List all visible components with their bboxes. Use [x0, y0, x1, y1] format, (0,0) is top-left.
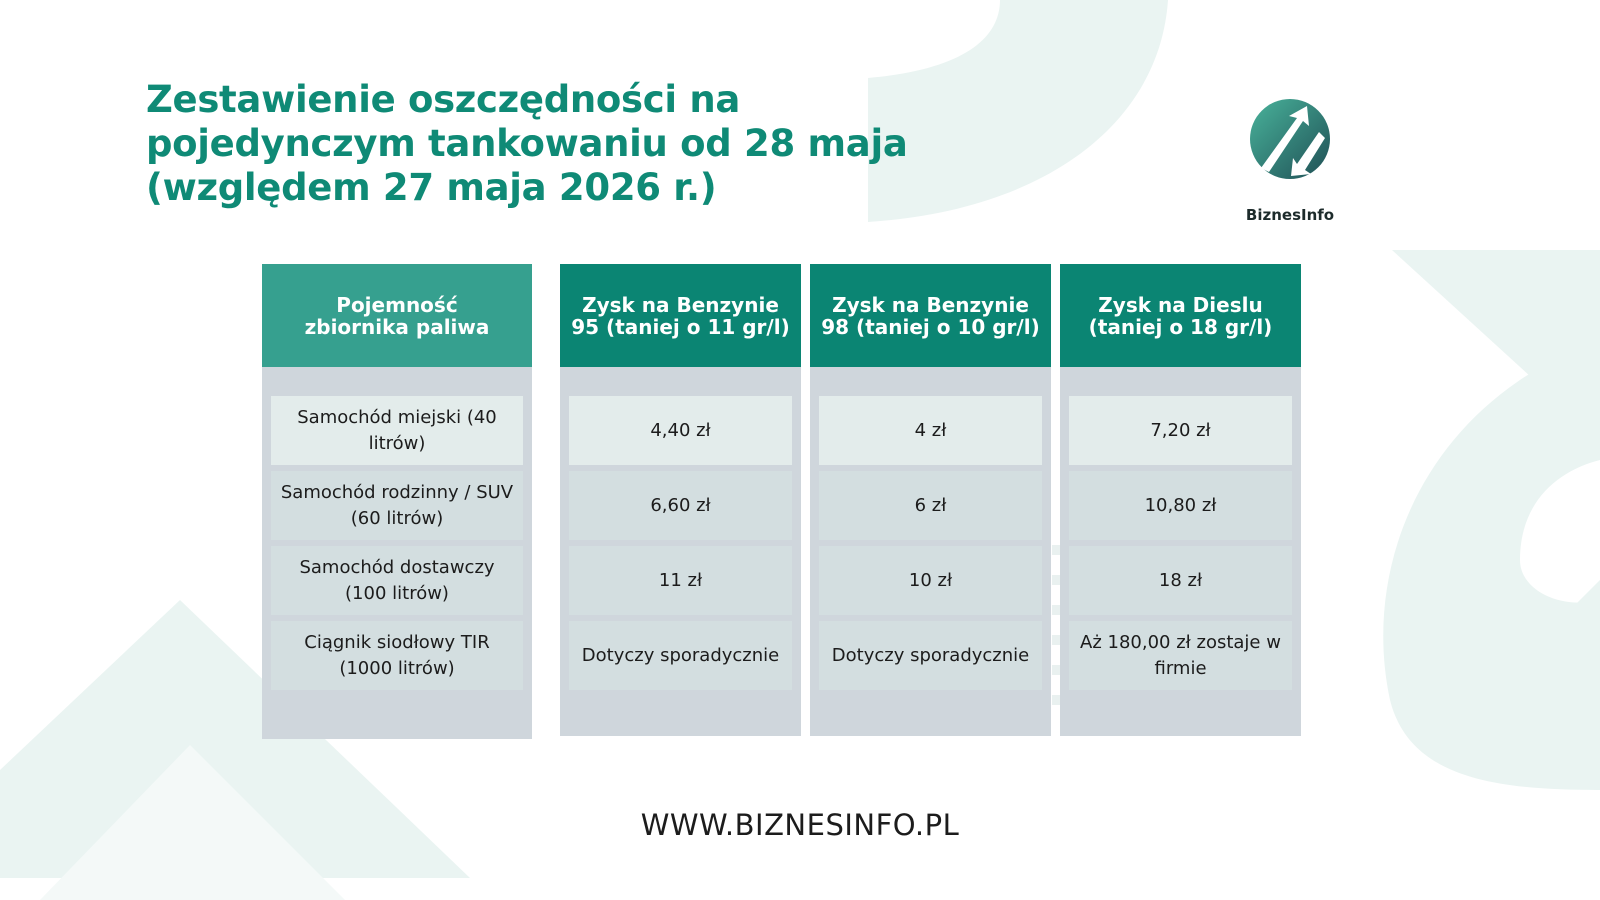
table-cell: Ciągnik siodłowy TIR (1000 litrów) — [271, 621, 523, 690]
column-header: Zysk na Benzynie 98 (taniej o 10 gr/l) — [810, 264, 1051, 367]
page-title: Zestawienie oszczędności na pojedynczym tankowaniu od 28 maja (względem 27 maja 2026 r.) — [146, 78, 908, 209]
table-cell: 4,40 zł — [569, 396, 792, 465]
table-column-diesel — [1060, 264, 1301, 736]
column-header: Pojemność zbiornika paliwa — [262, 264, 532, 367]
column-header: Zysk na Benzynie 95 (taniej o 11 gr/l) — [560, 264, 801, 367]
table-cell: 7,20 zł — [1069, 396, 1292, 465]
table-column-benzyna-95 — [560, 264, 801, 736]
brand-name: BiznesInfo — [1245, 206, 1335, 224]
table-cell: 18 zł — [1069, 546, 1292, 615]
table-cell: Dotyczy sporadycznie — [819, 621, 1042, 690]
table-cell: Dotyczy sporadycznie — [569, 621, 792, 690]
table-cell: Aż 180,00 zł zostaje w firmie — [1069, 621, 1292, 690]
table-cell: 6 zł — [819, 471, 1042, 540]
table-cell: 10,80 zł — [1069, 471, 1292, 540]
table-cell: Samochód miejski (40 litrów) — [271, 396, 523, 465]
table-cell: 6,60 zł — [569, 471, 792, 540]
brand-logo — [1240, 96, 1340, 224]
biznesinfo-arrows-logo-icon — [1247, 96, 1333, 182]
table-cell: 11 zł — [569, 546, 792, 615]
table-cell: Samochód rodzinny / SUV (60 litrów) — [271, 471, 523, 540]
table-cell: Samochód dostawczy (100 litrów) — [271, 546, 523, 615]
table-cell: 10 zł — [819, 546, 1042, 615]
column-header: Zysk na Dieslu (taniej o 18 gr/l) — [1060, 264, 1301, 367]
table-cell: 4 zł — [819, 396, 1042, 465]
website-url: WWW.BIZNESINFO.PL — [640, 808, 960, 842]
table-column-capacity — [262, 264, 532, 739]
table-column-benzyna-98 — [810, 264, 1051, 736]
